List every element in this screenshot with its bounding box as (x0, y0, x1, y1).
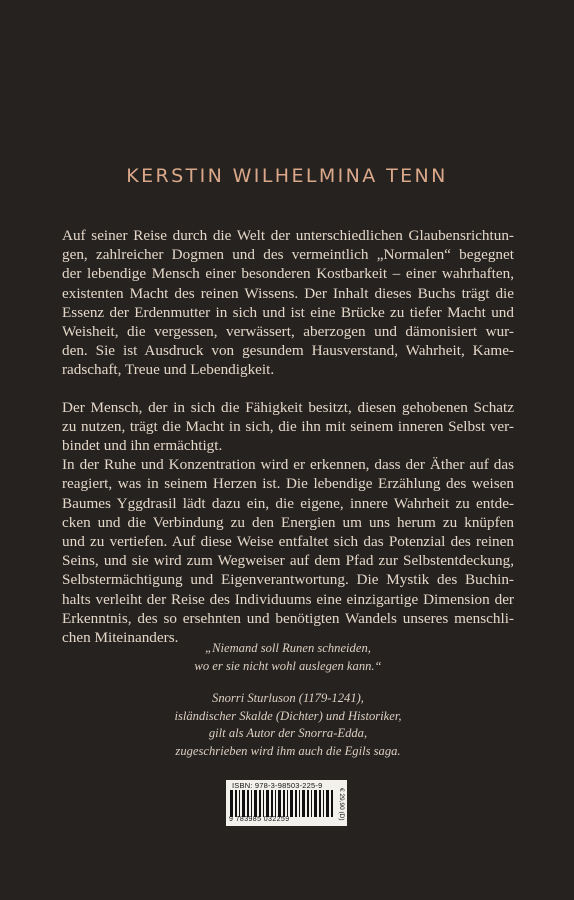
text-line: den. Sie ist Ausdruck von gesundem Hausverstand, Wahrheit, Kame- (62, 342, 514, 360)
text-line: „Niemand soll Runen schneiden, (205, 641, 371, 655)
quote-block (62, 640, 514, 760)
text-line: bindet und ihn ermächtigt. (62, 437, 223, 455)
text-line: Selbstermächtigung und Eigenverantwortung. Die Mystik des Buchin- (62, 571, 514, 589)
text-line: gilt als Autor der Snorra-Edda, (208, 726, 368, 740)
text-line: In der Ruhe und Konzentration wird er erkennen, dass der Äther auf das (62, 456, 514, 474)
text-line: Der Mensch, der in sich die Fähigkeit besitzt, diesen gehobenen Schatz (62, 398, 514, 416)
isbn-barcode (226, 780, 347, 826)
text-line: Seins, und sie wird zum Wegweiser auf dem Pfad zur Selbstentdeckung, (62, 552, 514, 570)
text-line: und zu vertiefen. Auf diese Weise entfaltet sich das Potenzial des reinen (62, 533, 514, 551)
price-label: € 29,90 (D) (338, 788, 345, 821)
blurb-text (62, 226, 514, 647)
text-line: Erkenntnis, des so ersehnten und benötigten Wandels unseres menschli- (62, 609, 514, 627)
text-line: Snorri Sturluson (1179-1241), (212, 691, 364, 705)
text-line: zu nutzen, trägt die Macht in sich, die ihn mit seinem inneren Selbst ver- (62, 417, 514, 435)
text-line: cken und die Verbindung zu den Energien um uns herum zu knüpfen (62, 513, 514, 531)
isbn-label: ISBN: 978-3-98503-225-9 (232, 781, 323, 790)
text-line: isländischer Skalde (Dichter) und Historiker, (174, 708, 402, 723)
text-line: gen, zahlreicher Dogmen und des vermeintlich „Normalen“ begegnet (62, 246, 514, 264)
text-line: reagiert, was in seinem Herzen ist. Die lebendige Erzählung des weisen (62, 475, 514, 493)
text-line: Essenz der Erdenmutter in sich und ist eine Brücke zu tiefer Macht und (62, 303, 514, 321)
barcode-digits: 9 783985 032259 (229, 816, 290, 823)
text-line: Weisheit, die vergessen, verwässert, aberzogen und dämonisiert wur- (62, 323, 514, 341)
author-name: KERSTIN WILHELMINA TENN (126, 165, 448, 187)
text-line: chen Miteinanders. (62, 629, 179, 647)
text-line: existenten Macht des reinen Wissens. Der Inhalt dieses Buchs trägt die (62, 284, 514, 302)
blurb-paragraph-2 (62, 398, 514, 456)
text-line: radschaft, Treue und Lebendigkeit. (62, 361, 275, 379)
text-line: Baumes Yggdrasil lädt dazu ein, die eigene, innere Wahrheit zu entde- (62, 494, 514, 512)
text-line: halts verleiht der Reise des Individuums eine einzigartige Dimension der (62, 590, 514, 608)
text-line: zugeschrieben wird ihm auch die Egils saga. (175, 743, 401, 758)
text-line: Auf seiner Reise durch die Welt der unterschiedlichen Glaubensrichtun- (62, 227, 514, 244)
quote-text (62, 640, 514, 675)
blurb-paragraph-3 (62, 455, 514, 647)
barcode-bars-icon (230, 790, 334, 817)
blurb-paragraph-1 (62, 226, 514, 380)
text-line: wo er sie nicht wohl auslegen kann.“ (194, 658, 382, 673)
text-line: der lebendige Mensch einer besonderen Kostbarkeit – einer wahrhaften, (62, 265, 514, 283)
quote-attribution (62, 690, 514, 760)
